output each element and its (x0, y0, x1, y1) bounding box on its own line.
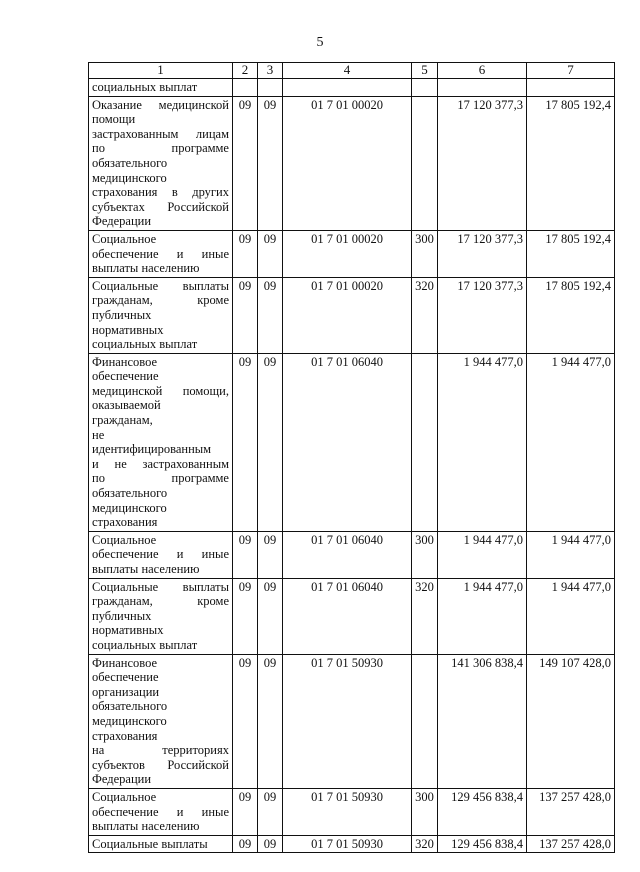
target-article-cell: 01 7 01 00020 (283, 277, 412, 353)
item-name-line: выплаты населению (92, 562, 200, 576)
subsection-code-cell: 09 (258, 835, 283, 853)
amount-year1-cell: 17 120 377,3 (438, 277, 527, 353)
item-name-line: Социальное (92, 532, 157, 547)
item-name-line: нормативных (92, 322, 164, 337)
subsection-code-cell: 09 (258, 531, 283, 578)
item-name-line: социальных выплат (92, 80, 198, 94)
amount-year2-cell: 137 257 428,0 (527, 835, 615, 853)
target-article-cell (283, 79, 412, 97)
item-name-line: медицинского (92, 170, 167, 185)
item-name-line: гражданам, кроме (92, 293, 229, 308)
item-name-line: Финансовое (92, 655, 158, 670)
table-row (89, 353, 615, 531)
target-article-cell: 01 7 01 06040 (283, 353, 412, 531)
header-row (89, 63, 615, 79)
item-name-line: обязательного (92, 155, 168, 170)
item-name-line: страхования в других (92, 185, 229, 200)
header-cell: 7 (527, 63, 615, 79)
amount-year1-cell: 129 456 838,4 (438, 788, 527, 835)
target-article-cell: 01 7 01 00020 (283, 230, 412, 277)
item-name-line: обеспечение и иные (92, 804, 229, 819)
target-article-cell: 01 7 01 50930 (283, 654, 412, 788)
amount-year1-cell: 17 120 377,3 (438, 96, 527, 230)
target-article-cell: 01 7 01 06040 (283, 578, 412, 654)
item-name-line: по программе (92, 471, 229, 486)
subsection-code-cell: 09 (258, 96, 283, 230)
item-name-line: выплаты населению (92, 819, 200, 834)
header-cell: 6 (438, 63, 527, 79)
table-row (89, 578, 615, 654)
subsection-code-cell: 09 (258, 353, 283, 531)
section-code-cell: 09 (233, 96, 258, 230)
item-name-line: гражданам, (92, 413, 153, 428)
target-article-cell: 01 7 01 50930 (283, 788, 412, 835)
amount-year2-cell: 17 805 192,4 (527, 277, 615, 353)
amount-year2-cell: 1 944 477,0 (527, 578, 615, 654)
expense-type-cell (412, 96, 438, 230)
item-name-line: субъектов Российской (92, 757, 229, 772)
item-name-line: нормативных (92, 623, 164, 638)
item-name-line: социальных выплат (92, 637, 198, 652)
section-code-cell: 09 (233, 353, 258, 531)
item-name-line: обеспечение (92, 369, 159, 384)
header-cell: 4 (283, 63, 412, 79)
item-name-cell (89, 654, 233, 788)
expense-type-cell (412, 654, 438, 788)
section-code-cell: 09 (233, 578, 258, 654)
item-name-cell (89, 531, 233, 578)
section-code-cell: 09 (233, 788, 258, 835)
subsection-code-cell: 09 (258, 230, 283, 277)
item-name-line: оказываемой (92, 398, 161, 413)
item-name-line: обеспечение (92, 670, 159, 685)
item-name-line: публичных (92, 307, 152, 322)
header-cell: 3 (258, 63, 283, 79)
item-name-line: застрахованным лицам (92, 126, 229, 141)
item-name-line: не (92, 427, 105, 442)
item-name-cell (89, 353, 233, 531)
amount-year2-cell: 1 944 477,0 (527, 353, 615, 531)
header-cell: 1 (89, 63, 233, 79)
item-name-line: Социальные выплаты (92, 836, 208, 851)
item-name-line: обеспечение и иные (92, 246, 229, 261)
item-name-line: Социальные выплаты (92, 278, 229, 293)
header-cell: 2 (233, 63, 258, 79)
expense-type-cell: 300 (412, 788, 438, 835)
item-name-line: на территориях (92, 743, 229, 758)
item-name-line: Федерации (92, 772, 152, 787)
item-name-cell (89, 578, 233, 654)
target-article-cell: 01 7 01 00020 (283, 96, 412, 230)
amount-year1-cell: 1 944 477,0 (438, 531, 527, 578)
item-name-line: помощи (92, 112, 136, 127)
section-code-cell (233, 79, 258, 97)
table-row (89, 654, 615, 788)
amount-year1-cell: 1 944 477,0 (438, 578, 527, 654)
section-code-cell: 09 (233, 654, 258, 788)
amount-year1-cell: 1 944 477,0 (438, 353, 527, 531)
expense-type-cell: 320 (412, 578, 438, 654)
amount-year2-cell: 17 805 192,4 (527, 230, 615, 277)
amount-year2-cell: 137 257 428,0 (527, 788, 615, 835)
amount-year2-cell: 17 805 192,4 (527, 96, 615, 230)
amount-year1-cell: 129 456 838,4 (438, 835, 527, 853)
target-article-cell: 01 7 01 06040 (283, 531, 412, 578)
item-name-line: организации (92, 684, 160, 699)
item-name-line: Финансовое (92, 354, 158, 369)
item-name-line: медицинского (92, 713, 167, 728)
item-name-line: социальных выплат (92, 337, 198, 352)
amount-year1-cell (438, 79, 527, 97)
item-name-line: обязательного (92, 699, 168, 714)
expense-type-cell: 320 (412, 835, 438, 853)
item-name-line: Федерации (92, 214, 152, 229)
item-name-line: публичных (92, 608, 152, 623)
item-name-cell (89, 835, 233, 853)
item-name-line: гражданам, кроме (92, 594, 229, 609)
budget-table (88, 62, 615, 853)
item-name-line: медицинской помощи, (92, 383, 229, 398)
expense-type-cell (412, 79, 438, 97)
item-name-line: страхования (92, 515, 158, 530)
table-row (89, 835, 615, 853)
table-row (89, 531, 615, 578)
expense-type-cell: 300 (412, 531, 438, 578)
expense-type-cell (412, 353, 438, 531)
expense-type-cell: 300 (412, 230, 438, 277)
section-code-cell: 09 (233, 230, 258, 277)
subsection-code-cell (258, 79, 283, 97)
item-name-line: страхования (92, 728, 158, 743)
amount-year2-cell (527, 79, 615, 97)
table-row (89, 230, 615, 277)
amount-year2-cell: 1 944 477,0 (527, 531, 615, 578)
header-cell: 5 (412, 63, 438, 79)
item-name-line: субъектах Российской (92, 199, 229, 214)
section-code-cell: 09 (233, 277, 258, 353)
expense-type-cell: 320 (412, 277, 438, 353)
subsection-code-cell: 09 (258, 654, 283, 788)
item-name-cell (89, 788, 233, 835)
subsection-code-cell: 09 (258, 788, 283, 835)
item-name-line: обязательного (92, 486, 168, 501)
item-name-line: по программе (92, 141, 229, 156)
page-number: 5 (316, 35, 324, 50)
amount-year2-cell: 149 107 428,0 (527, 654, 615, 788)
item-name-line: выплаты населению (92, 261, 200, 276)
item-name-line: Оказание медицинской (92, 97, 229, 112)
item-name-cell (89, 230, 233, 277)
item-name-line: медицинского (92, 500, 167, 515)
item-name-line: и не застрахованным (92, 456, 229, 471)
table-row (89, 79, 615, 97)
subsection-code-cell: 09 (258, 277, 283, 353)
item-name-line: обеспечение и иные (92, 547, 229, 562)
section-code-cell: 09 (233, 531, 258, 578)
table-row (89, 277, 615, 353)
table-row (89, 96, 615, 230)
item-name-line: Социальные выплаты (92, 579, 229, 594)
item-name-cell (89, 277, 233, 353)
amount-year1-cell: 17 120 377,3 (438, 230, 527, 277)
item-name-cell (89, 96, 233, 230)
table-body (89, 79, 615, 853)
target-article-cell: 01 7 01 50930 (283, 835, 412, 853)
table-row (89, 788, 615, 835)
item-name-line: Социальное (92, 789, 157, 804)
item-name-line: Социальное (92, 231, 157, 246)
item-name-cell (89, 79, 233, 97)
subsection-code-cell: 09 (258, 578, 283, 654)
amount-year1-cell: 141 306 838,4 (438, 654, 527, 788)
item-name-line: идентифицированным (92, 442, 212, 457)
section-code-cell: 09 (233, 835, 258, 853)
